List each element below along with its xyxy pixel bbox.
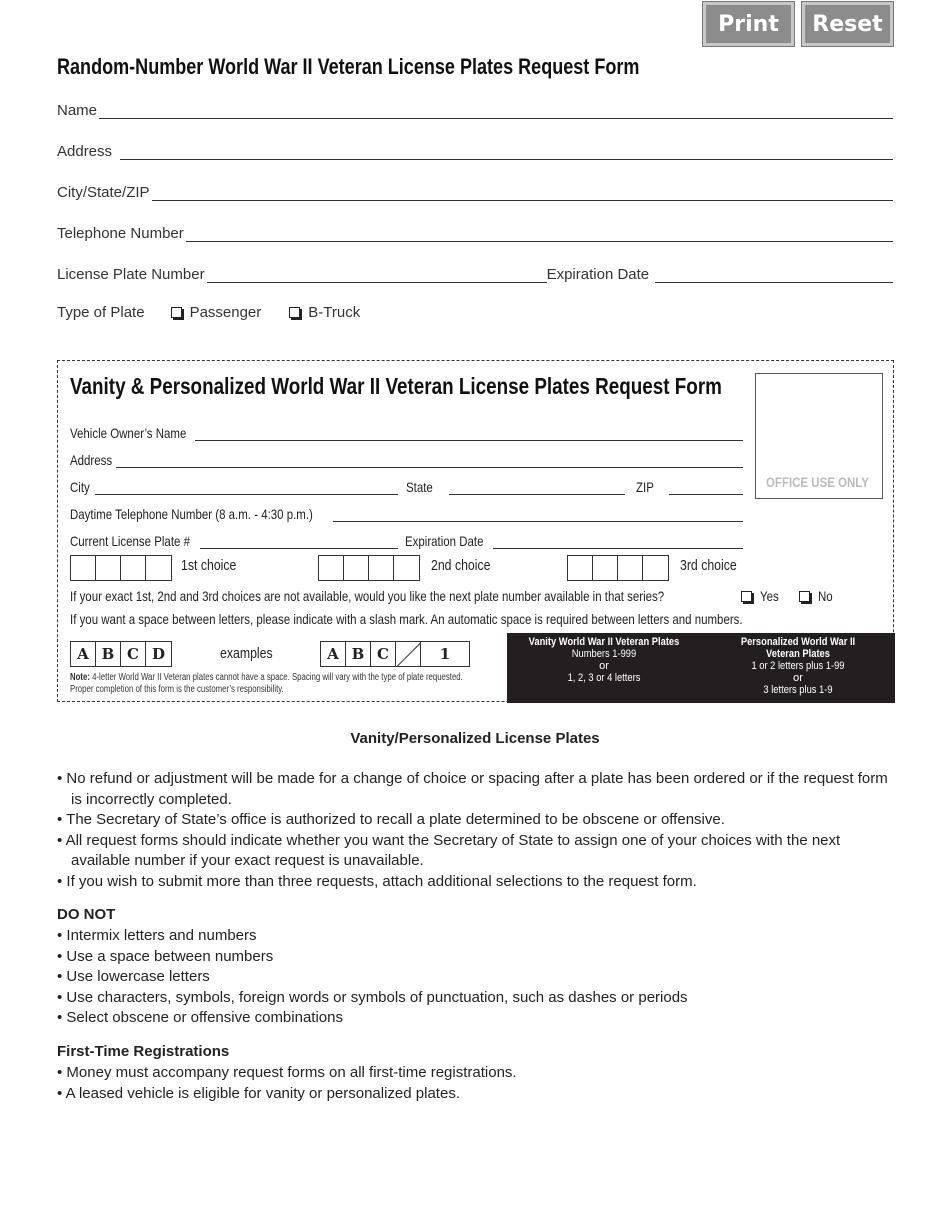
info-bullet-list <box>57 769 897 892</box>
passenger-checkbox[interactable] <box>171 307 182 318</box>
address-input-line[interactable] <box>120 146 893 160</box>
btruck-option[interactable] <box>289 304 360 321</box>
choice-1-cell[interactable] <box>121 556 146 580</box>
example-2-cell: 1 <box>439 645 451 663</box>
name-label: Name <box>57 102 98 119</box>
vanity-expiration-input-line[interactable] <box>493 537 743 549</box>
info-bullet: • No refund or adjustment will be made for a change of choice or spacing after a plate has been ordered or if the request form is incorrectly completed. <box>57 769 897 810</box>
choice-3-cell[interactable] <box>593 556 618 580</box>
vanity-plates-line-3: 1, 2, 3 or 4 letters <box>567 672 641 684</box>
example-1-cell: D <box>151 645 165 663</box>
info-heading: Vanity/Personalized License Plates <box>350 730 600 747</box>
no-checkbox[interactable] <box>799 591 810 602</box>
name-field[interactable] <box>57 97 893 119</box>
vanity-city-label: City <box>70 479 90 495</box>
example-2-cell: C <box>371 642 396 666</box>
vanity-plates-line-2: or <box>599 660 609 672</box>
do-not-item: • Use lowercase letters <box>57 967 897 988</box>
current-plate-input-line[interactable] <box>200 537 398 549</box>
first-time-list <box>57 1063 897 1104</box>
slash-mark-cell <box>396 642 421 666</box>
personalized-plates-line-2: or <box>793 672 803 684</box>
note-text: 4-letter World War II Veteran plates cannot have a space. Spacing will vary with the type of plate requested. <box>92 672 463 683</box>
do-not-heading: DO NOT <box>57 906 116 923</box>
yes-checkbox[interactable] <box>741 591 752 602</box>
choice-3-cell[interactable] <box>568 556 593 580</box>
current-plate-label: Current License Plate # <box>70 533 190 549</box>
info-bullet: • If you wish to submit more than three requests, attach additional selections to the request form. <box>57 872 897 893</box>
choice-3-cell[interactable] <box>618 556 643 580</box>
city-state-zip-row <box>70 479 743 495</box>
plate-types-panel <box>507 633 895 703</box>
expiration-label: Expiration Date <box>546 266 650 283</box>
telephone-input-line[interactable] <box>186 228 893 242</box>
example-1-cells <box>70 641 172 667</box>
do-not-item: • Use characters, symbols, foreign words or symbols of punctuation, such as dashes or periods <box>57 988 897 1009</box>
example-1-cell: C <box>121 642 146 666</box>
city-state-zip-field[interactable] <box>57 179 893 201</box>
vanity-address-input-line[interactable] <box>116 456 743 468</box>
current-plate-row <box>70 533 743 549</box>
personalized-plates-line-3: 3 letters plus 1-9 <box>763 684 833 696</box>
vanity-state-input-line[interactable] <box>449 483 625 495</box>
plate-expiration-row <box>57 261 893 283</box>
vanity-plates-title: Vanity World War II Veteran Plates <box>528 636 680 648</box>
owner-name-field[interactable] <box>70 425 743 441</box>
city-state-zip-input-line[interactable] <box>152 187 893 201</box>
vanity-state-label: State <box>406 479 433 495</box>
no-option[interactable] <box>799 588 836 604</box>
personalized-plates-title: Personalized World War II Veteran Plates <box>740 636 856 660</box>
do-not-item: • Select obscene or offensive combinations <box>57 1008 897 1029</box>
vanity-zip-input-line[interactable] <box>669 483 743 495</box>
address-field[interactable] <box>57 138 893 160</box>
daytime-phone-input-line[interactable] <box>333 510 743 522</box>
choice-3-label: 3rd choice <box>680 557 737 574</box>
example-1-cell: A <box>71 642 96 666</box>
vanity-address-label: Address <box>70 452 113 468</box>
do-not-item: • Use a space between numbers <box>57 947 897 968</box>
plate-type-row <box>57 304 360 321</box>
city-state-zip-label: City/State/ZIP <box>57 184 150 201</box>
print-button[interactable]: Print <box>703 2 794 46</box>
owner-name-input-line[interactable] <box>195 429 743 441</box>
choice-1-cells[interactable] <box>70 555 172 581</box>
first-time-item: • A leased vehicle is eligible for vanity or personalized plates. <box>57 1084 897 1105</box>
reset-button[interactable]: Reset <box>802 2 893 46</box>
choice-2-cell[interactable] <box>369 556 394 580</box>
first-time-item: • Money must accompany request forms on all first-time registrations. <box>57 1063 897 1084</box>
choice-3-cell[interactable] <box>643 556 668 580</box>
office-use-box <box>755 373 883 499</box>
vanity-city-input-line[interactable] <box>95 483 398 495</box>
choice-2-cell[interactable] <box>344 556 369 580</box>
example-2-cells <box>320 641 470 667</box>
no-label: No <box>818 588 833 604</box>
choice-2-cells[interactable] <box>318 555 420 581</box>
example-2-cell: A <box>321 642 346 666</box>
vanity-plates-line-1: Numbers 1-999 <box>571 648 637 660</box>
yes-option[interactable] <box>741 588 783 604</box>
example-1-cell: B <box>96 642 121 666</box>
personalized-plates-info <box>701 633 895 703</box>
choice-1-cell[interactable] <box>71 556 96 580</box>
telephone-field[interactable] <box>57 220 893 242</box>
daytime-phone-label: Daytime Telephone Number (8 a.m. - 4:30 p.m.) <box>70 506 313 522</box>
yes-label: Yes <box>760 588 779 604</box>
random-form-title: Random-Number World War II Veteran License Plates Request Form <box>57 54 640 79</box>
space-instruction: If you want a space between letters, please indicate with a slash mark. An automatic space is required between letters and numbers. <box>70 611 743 627</box>
name-input-line[interactable] <box>99 105 893 119</box>
vanity-address-field[interactable] <box>70 452 743 468</box>
telephone-label: Telephone Number <box>57 225 184 242</box>
vanity-form-title: Vanity & Personalized World War II Veteran License Plates Request Form <box>70 373 722 399</box>
note-responsibility-text: Proper completion of this form is the customer’s responsibility. <box>70 684 284 695</box>
choice-1-cell[interactable] <box>96 556 121 580</box>
choice-1-label: 1st choice <box>181 557 237 574</box>
vanity-plates-info <box>507 633 701 703</box>
info-bullet: • All request forms should indicate whether you want the Secretary of State to assign one of your choices with the next available number if your exact request is unavailable. <box>57 831 897 872</box>
address-label: Address <box>57 143 113 160</box>
vanity-expiration-label: Expiration Date <box>405 533 484 549</box>
note-bold-label: Note: <box>70 672 90 683</box>
first-time-heading: First-Time Registrations <box>57 1043 230 1060</box>
plate-number-input-line[interactable] <box>207 269 547 283</box>
plate-number-label: License Plate Number <box>57 266 205 283</box>
personalized-plates-line-1: 1 or 2 letters plus 1-99 <box>751 660 845 672</box>
choice-2-label: 2nd choice <box>431 557 491 574</box>
next-available-question: If your exact 1st, 2nd and 3rd choices are not available, would you like the next plate number available in that series? <box>70 588 665 604</box>
owner-name-label: Vehicle Owner’s Name <box>70 425 187 441</box>
btruck-label: B-Truck <box>308 304 361 321</box>
choice-2-cell[interactable] <box>394 556 419 580</box>
office-use-label: OFFICE USE ONLY <box>766 474 869 490</box>
choice-3-cells[interactable] <box>567 555 669 581</box>
spacing-note <box>70 672 574 696</box>
passenger-option[interactable] <box>171 304 262 321</box>
btruck-checkbox[interactable] <box>289 307 300 318</box>
plate-type-label: Type of Plate <box>57 304 145 321</box>
examples-label: examples <box>220 645 273 662</box>
do-not-list <box>57 926 897 1029</box>
expiration-input-line[interactable] <box>655 269 893 283</box>
do-not-item: • Intermix letters and numbers <box>57 926 897 947</box>
vanity-form-section <box>57 360 894 702</box>
choice-1-cell[interactable] <box>146 556 171 580</box>
passenger-label: Passenger <box>189 304 262 321</box>
info-bullet: • The Secretary of State’s office is authorized to recall a plate determined to be obscene or offensive. <box>57 810 897 831</box>
example-2-cell: B <box>346 642 371 666</box>
choice-2-cell[interactable] <box>319 556 344 580</box>
vanity-zip-label: ZIP <box>636 479 654 495</box>
daytime-phone-field[interactable] <box>70 506 743 522</box>
